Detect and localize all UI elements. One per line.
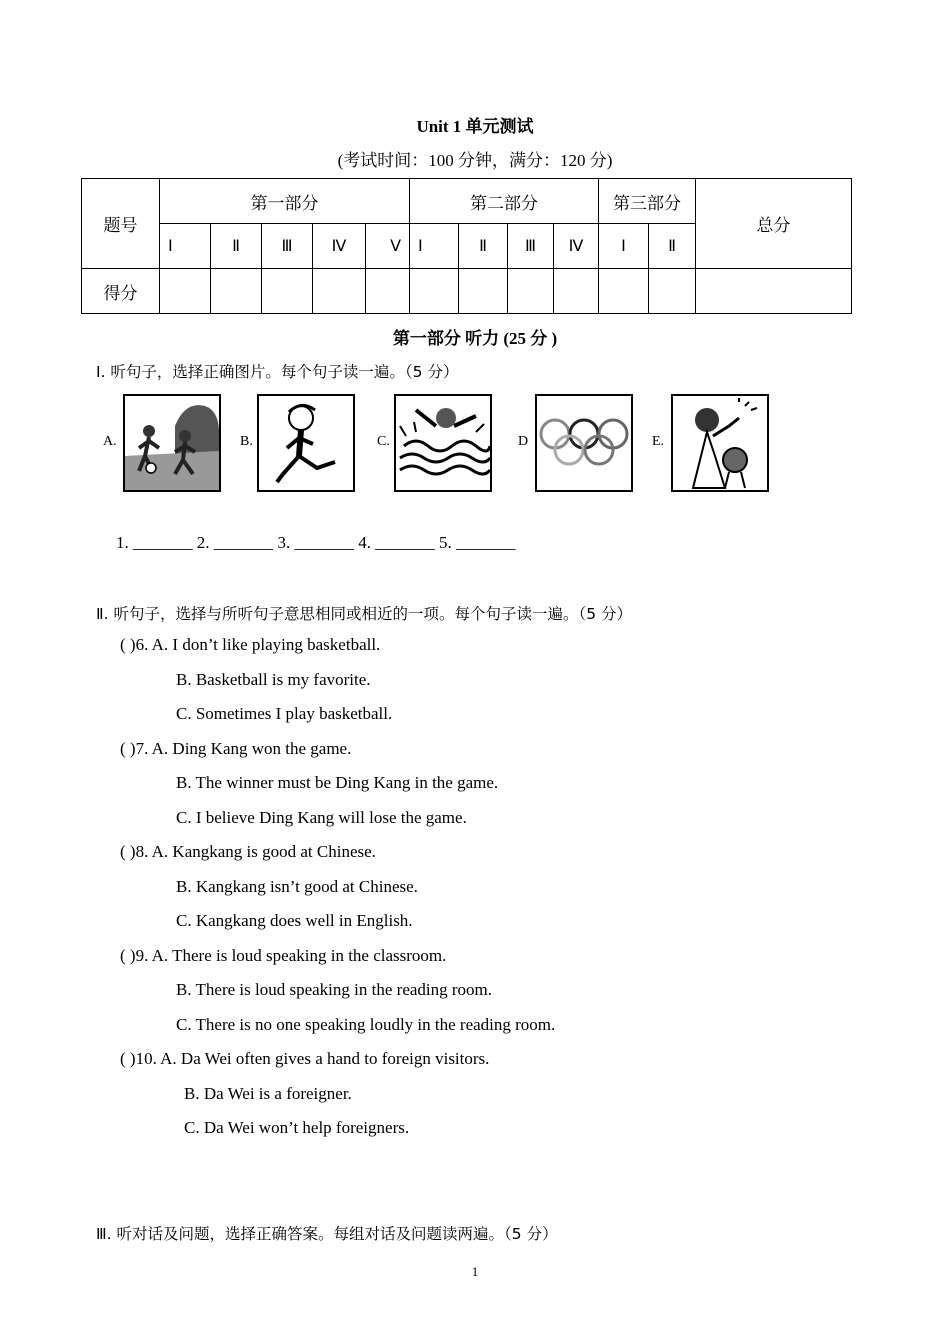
p2-item: Ⅱ	[459, 224, 508, 269]
score-cell[interactable]	[160, 269, 211, 314]
option-c: C. Da Wei won’t help foreigners.	[184, 1118, 410, 1137]
row-label-number: 题号	[82, 179, 160, 269]
p1-item: Ⅴ	[366, 224, 410, 269]
question-stem: ( )7. A. Ding Kang won the game.	[120, 739, 352, 758]
score-cell[interactable]	[599, 269, 649, 314]
total-header: 总分	[696, 179, 852, 269]
option-b: B. Basketball is my favorite.	[176, 670, 371, 689]
singer-image	[671, 394, 769, 492]
option-c: C. Sometimes I play basketball.	[176, 704, 393, 723]
p2-item: Ⅲ	[508, 224, 554, 269]
score-cell[interactable]	[649, 269, 696, 314]
p1-item: Ⅳ	[313, 224, 366, 269]
p2-item: Ⅰ	[410, 224, 459, 269]
option-b: B. Da Wei is a foreigner.	[184, 1084, 352, 1103]
section2-heading: Ⅱ. 听句子，选择与所听句子意思相同或相近的一项。每个句子读一遍。（5 分）	[96, 605, 633, 623]
section1-answer-line[interactable]: 1. _______ 2. _______ 3. _______ 4. _______ 5. _______	[116, 533, 516, 552]
score-cell[interactable]	[459, 269, 508, 314]
part3-header: 第三部分	[599, 179, 696, 224]
score-cell[interactable]	[508, 269, 554, 314]
option-c: C. Kangkang does well in English.	[176, 911, 413, 930]
question-stem: ( )9. A. There is loud speaking in the classroom.	[120, 946, 447, 965]
total-score-cell[interactable]	[696, 269, 852, 314]
swimmer-image	[394, 394, 492, 492]
option-c: C. I believe Ding Kang will lose the game.	[176, 808, 467, 827]
picture-label: D	[518, 434, 529, 449]
exam-info: (考试时间：100 分钟，满分：120 分)	[337, 151, 613, 170]
question-stem: ( )6. A. I don’t like playing basketball.	[120, 635, 381, 654]
picture-label: E.	[652, 434, 665, 449]
part2-header: 第二部分	[410, 179, 599, 224]
p1-item: Ⅱ	[211, 224, 262, 269]
score-cell[interactable]	[313, 269, 366, 314]
picture-label: B.	[240, 434, 253, 449]
soccer-players-image	[123, 394, 221, 492]
running-boy-image	[257, 394, 355, 492]
option-b: B. The winner must be Ding Kang in the game.	[176, 773, 499, 792]
part1-header: 第一部分	[160, 179, 410, 224]
score-cell[interactable]	[554, 269, 599, 314]
p2-item: Ⅳ	[554, 224, 599, 269]
p1-item: Ⅲ	[262, 224, 313, 269]
p3-item: Ⅱ	[649, 224, 696, 269]
question-stem: ( )10. A. Da Wei often gives a hand to foreign visitors.	[120, 1049, 490, 1068]
picture-label: A.	[103, 434, 117, 449]
question-stem: ( )8. A. Kangkang is good at Chinese.	[120, 842, 376, 861]
score-cell[interactable]	[262, 269, 313, 314]
row-label-score: 得分	[82, 269, 160, 314]
score-cell[interactable]	[410, 269, 459, 314]
section3-heading: Ⅲ. 听对话及问题，选择正确答案。每组对话及问题读两遍。（5 分）	[96, 1225, 558, 1243]
option-b: B. There is loud speaking in the reading room.	[176, 980, 493, 999]
option-c: C. There is no one speaking loudly in the reading room.	[176, 1015, 556, 1034]
section1-heading: Ⅰ. 听句子，选择正确图片。每个句子读一遍。（5 分）	[96, 363, 459, 381]
olympic-rings-image	[535, 394, 633, 492]
score-table	[81, 178, 852, 314]
page-number: 1	[471, 1264, 479, 1279]
p3-item: Ⅰ	[599, 224, 649, 269]
picture-label: C.	[377, 434, 390, 449]
part1-title: 第一部分 听力 (25 分 )	[392, 329, 558, 348]
score-cell[interactable]	[366, 269, 410, 314]
score-cell[interactable]	[211, 269, 262, 314]
option-b: B. Kangkang isn’t good at Chinese.	[176, 877, 418, 896]
p1-item: Ⅰ	[160, 224, 211, 269]
page-title: Unit 1 单元测试	[416, 117, 534, 136]
